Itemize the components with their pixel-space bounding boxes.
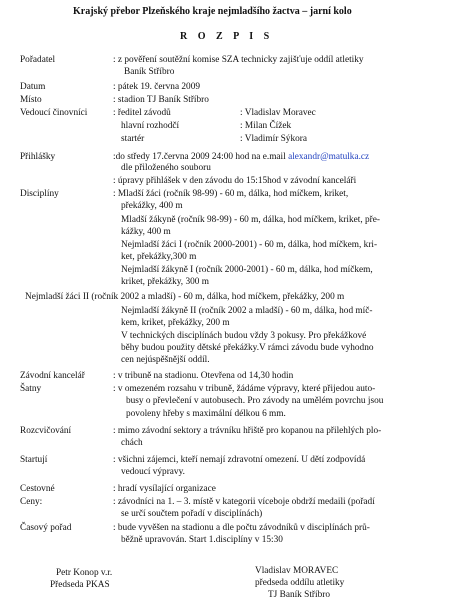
discipliny-line: kážky, 400 m [121,227,171,237]
kancelar-value: : v tribuně na stadionu. Otevřena od 14,30 hodin [113,371,294,381]
vedouci-role-2: hlavní rozhodčí [121,121,180,131]
discipliny-line: běhy budou použity dětské překážky.V rámci závodu bude vyhodno [121,343,374,353]
casovy-line: běžně upravován. Start 1.disciplíny v 15:30 [121,535,283,545]
vedouci-name-3: : Vladimír Sýkora [240,134,307,144]
prihlasky-deadline: :do středy 17.června 2009 24:00 hod na e.mail [113,152,286,162]
startuji-line: : všichni zájemci, kteří nemají zdravotní omezení. U dětí zodpovídá [113,455,366,465]
discipliny-line: kem, kriket, překážky, 200 m [121,318,230,328]
startuji-line: vedoucí výpravy. [121,467,185,477]
signature-right-role: předseda oddílu atletiky [255,578,345,588]
poradatel-value: : z pověření soutěžní komise SZA technicky zajišťuje oddíl atletiky [113,55,364,65]
prihlasky-value [113,152,369,163]
discipliny-line: Nejmladší žákyně I (ročník 2000-2001) - 60 m, dálka, hod míčkem, [121,265,373,275]
prihlasky-value-3: : úpravy přihlášek v den závodu do 15:15hod v závodní kanceláři [113,176,357,186]
datum-value: : pátek 19. června 2009 [113,82,200,92]
vedouci-name-2: : Milan Čížek [240,121,292,131]
rozcvicovani-label: Rozcvičování [20,426,72,436]
vedouci-role-3: startér [121,134,145,144]
casovy-line: : bude vyvěšen na stadionu a dle počtu závodníků v disciplínách prů- [113,523,370,533]
discipliny-line: Nejmladší žáci I (ročník 2000-2001) - 60 m, dálka, hod míčkem, kri- [121,240,378,250]
document-title: Krajský přebor Plzeňského kraje nejmladšího žactva – jarní kolo [73,6,352,17]
discipliny-line: překážky, 400 m [121,201,183,211]
ceny-line: se určí součtem pořadí v disciplínách) [121,509,263,519]
cestovne-label: Cestovné [20,484,55,494]
discipliny-line: : Mladší žáci (ročník 98-99) - 60 m, dálka, hod míčkem, kriket, [113,189,349,199]
datum-label: Datum [20,82,46,92]
ceny-line: : závodníci na 1. – 3. místě v kategorii víceboje obdrží medaili (pořadí [113,497,375,507]
discipliny-line: Nejmladší žáci II (ročník 2002 a mladší) - 60 m, dálka, hod míčkem, překážky, 200 m [25,292,345,302]
rozcvicovani-line: : mimo závodní sektory a trávníku hřiště pro kopanou na přilehlých plo- [113,426,382,436]
cestovne-value: : hradí vysílající organizace [113,484,216,494]
vedouci-role-1: : ředitel závodů [113,108,171,118]
kancelar-label: Závodní kancelář [20,371,85,381]
signature-left-name: Petr Konop v.r. [56,568,113,578]
satny-label: Šatny [20,384,42,394]
discipliny-line: kriket, překážky, 300 m [121,277,209,287]
discipliny-label: Disciplíny [20,189,59,199]
discipliny-line: cen nejúspěšnější oddíl. [121,355,210,365]
vedouci-name-1: : Vladislav Moravec [240,108,316,118]
email-link[interactable]: alexandr@matulka.cz [288,152,370,162]
discipliny-line: Mladší žákyně (ročník 98-99) - 60 m, dálka, hod míčkem, kriket, pře- [121,215,380,225]
poradatel-value-2: Baník Stříbro [124,67,175,77]
prihlasky-label: Přihlášky [20,152,56,162]
discipliny-line: ket, překážky,300 m [121,252,197,262]
satny-line: : v omezeném rozsahu v tribuně, žádáme výpravy, které přijedou auto- [113,384,376,394]
misto-value: : stadion TJ Baník Stříbro [113,95,209,105]
signature-left-role: Předseda PKAS [50,580,110,590]
casovy-label: Časový pořad [20,523,72,533]
discipliny-line: Nejmladší žákyně II (ročník 2002 a mladší) - 60 m, dálka, hod míč- [121,306,373,316]
satny-line: povoleny hřeby s maximální délkou 6 mm. [126,409,286,419]
ceny-label: Ceny: [20,497,43,507]
vedouci-label: Vedoucí činovníci [20,108,88,118]
discipliny-line: V technických disciplínách budou vždy 3 pokusy. Pro překážkové [121,331,367,341]
misto-label: Místo [20,95,42,105]
document-heading: R O Z P I S [180,31,274,42]
prihlasky-value-2: dle přiloženého souboru [121,163,211,173]
startuji-label: Startují [20,455,48,465]
rozcvicovani-line: chách [121,438,143,448]
signature-right-name: Vladislav MORAVEC [255,566,339,576]
poradatel-label: Pořadatel [20,55,56,65]
signature-right-org: TJ Baník Stříbro [268,590,330,600]
satny-line: busy o převlečení v autobusech. Pro závody na umělém povrchu jsou [126,396,384,406]
